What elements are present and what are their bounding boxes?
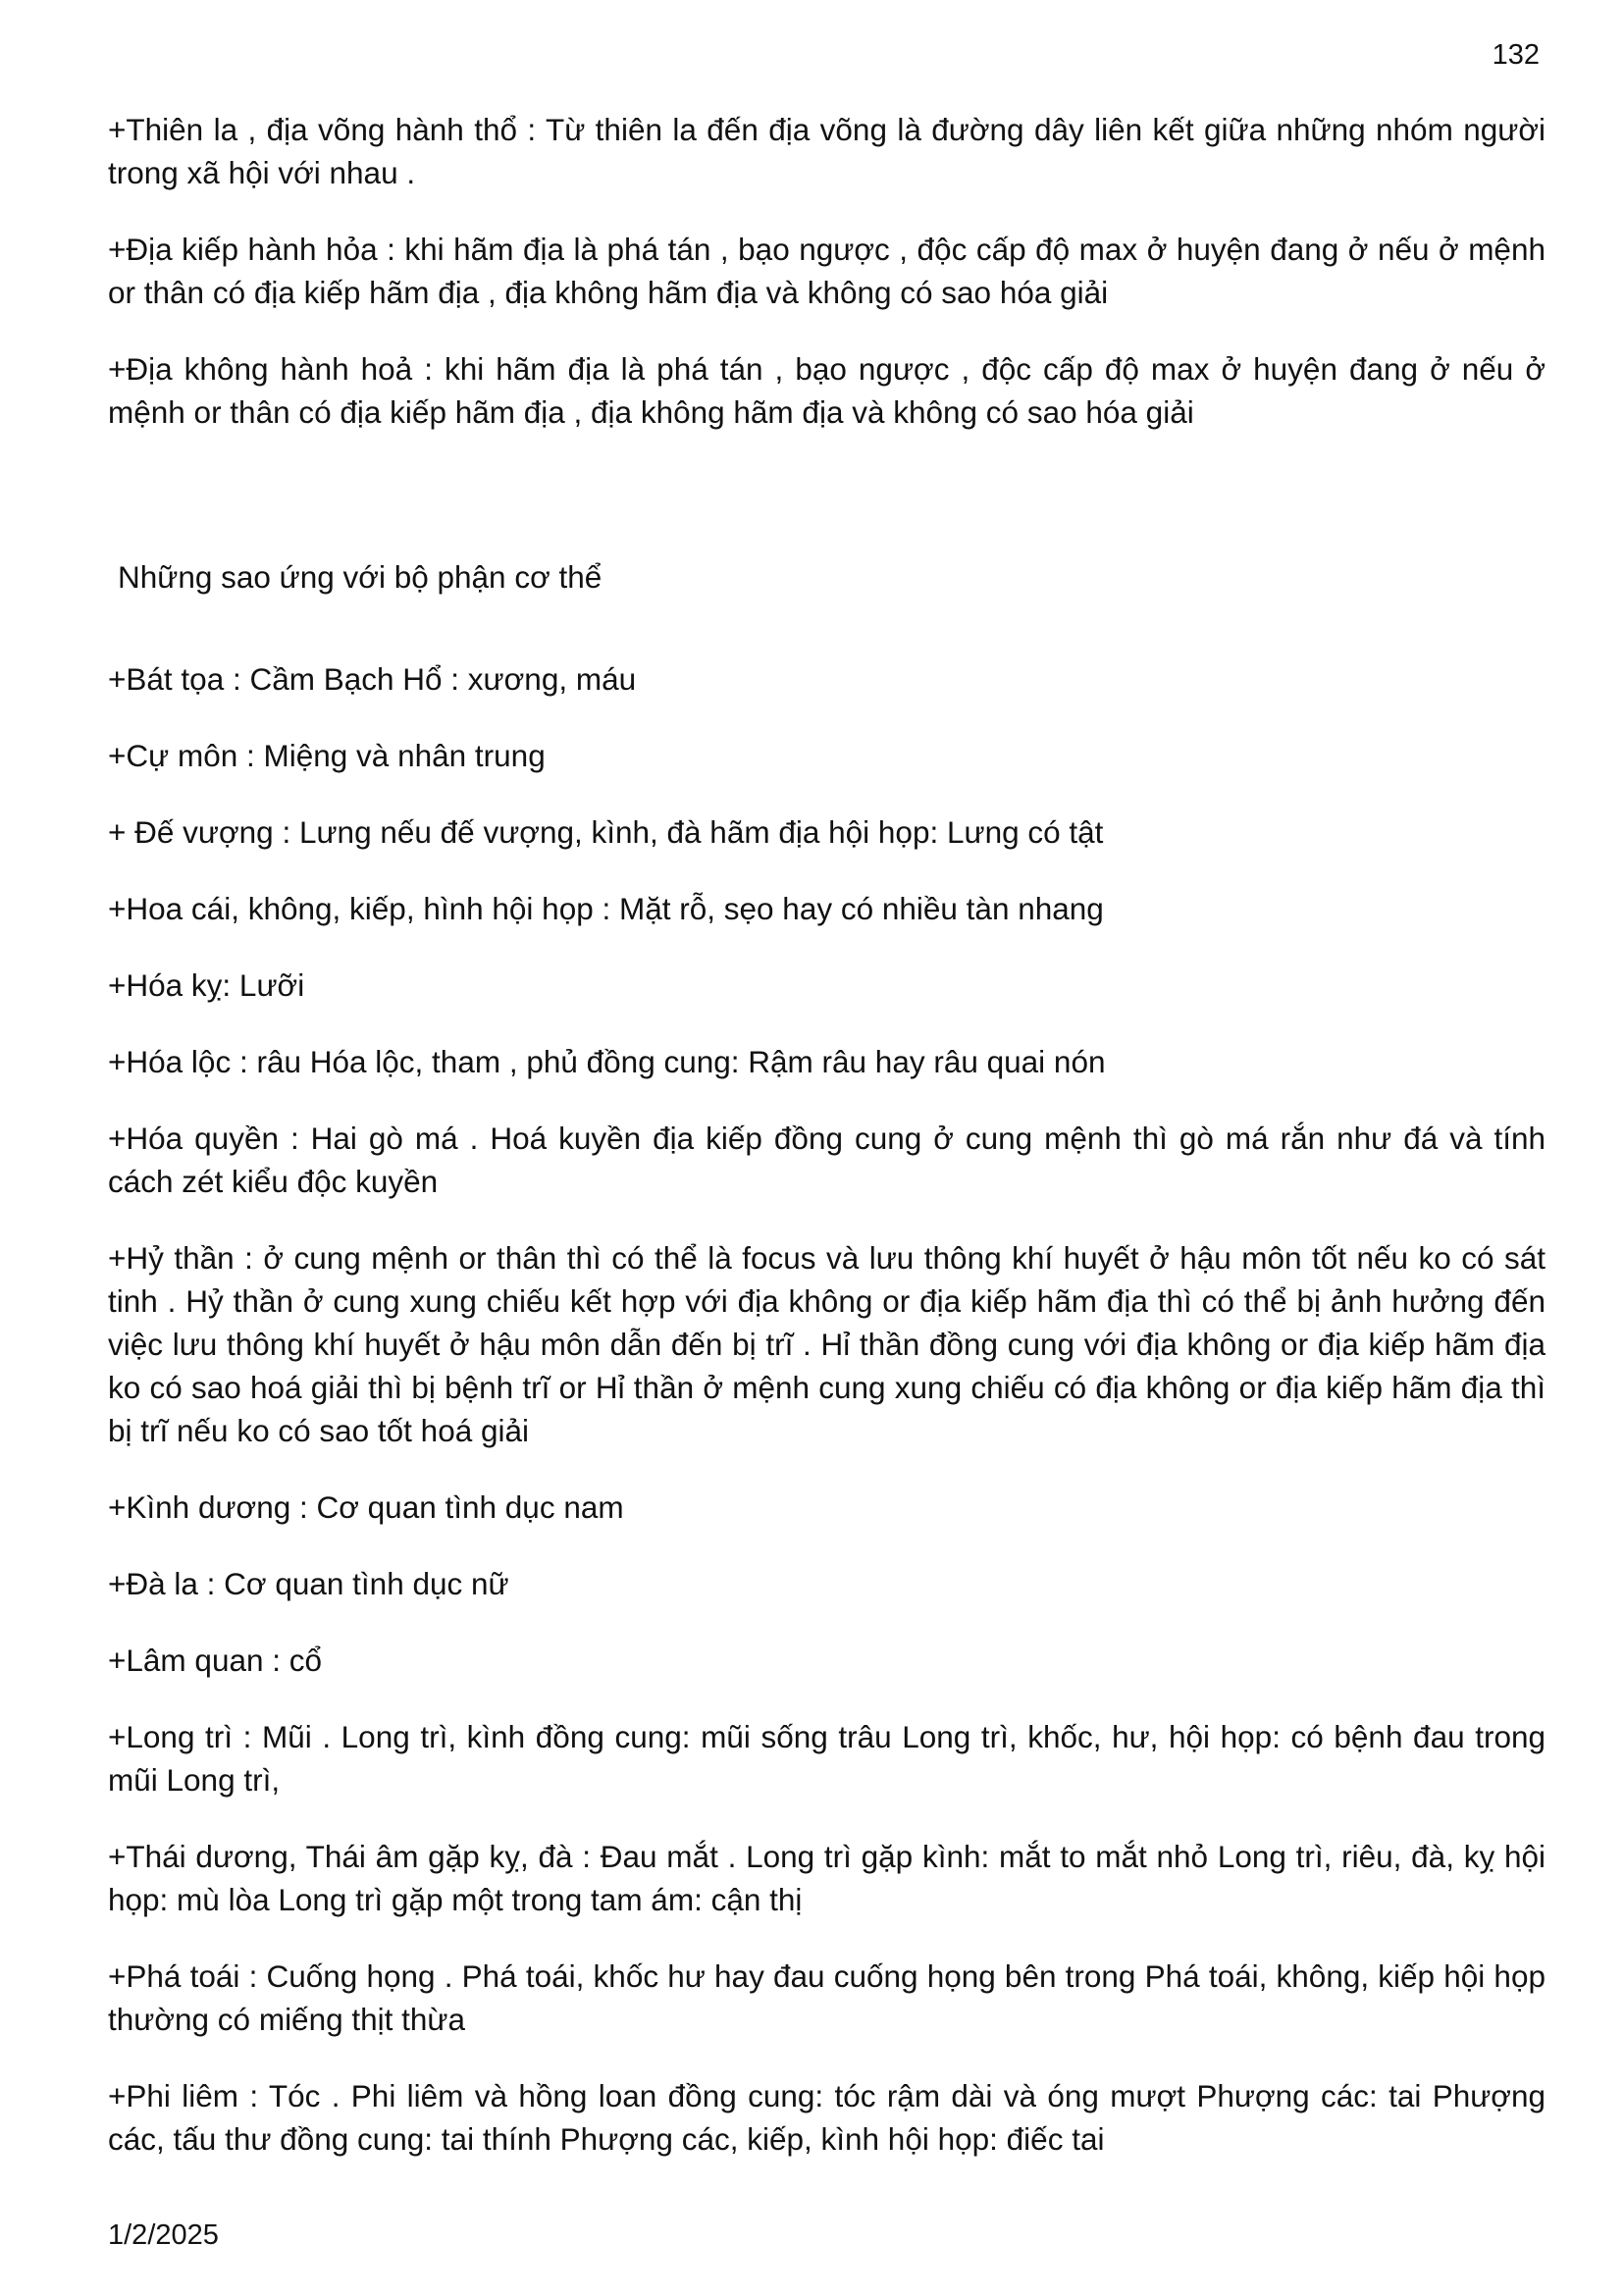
paragraph-pha-toai: +Phá toái : Cuống họng . Phá toái, khốc hư hay đau cuống họng bên trong Phá toái, không, kiếp hội họp thường có miếng thịt thừa [108,1958,1545,2037]
paragraph-hoa-ky: +Hóa kỵ: Lưỡi [108,967,305,1003]
paragraph-kinh-duong: +Kình dương : Cơ quan tình dục nam [108,1489,624,1525]
paragraph-lam-quan: +Lâm quan : cổ [108,1643,323,1678]
paragraph-de-vuong: + Đế vượng : Lưng nếu đế vượng, kình, đà hãm địa hội họp: Lưng có tật [108,814,1104,850]
paragraph-da-la: +Đà la : Cơ quan tình dục nữ [108,1566,509,1601]
paragraph-hy-than: +Hỷ thần : ở cung mệnh or thân thì có thể là focus và lưu thông khí huyết ở hậu môn tốt nếu ko có sát tinh . Hỷ thần ở cung xung chiếu kết hợp với địa không or địa kiếp hãm địa thì có thể bị ảnh hưởng đến việc lưu thông khí huyết ở hậu môn dẫn đến bị trĩ . Hỉ thần đồng cung với địa không or địa kiếp hãm địa ko có sao hoá giải thì bị bệnh trĩ or Hỉ thần ở mệnh cung xung chiếu có địa không or địa kiếp hãm địa thì bị trĩ nếu ko có sao tốt hoá giải [108,1240,1545,1448]
paragraph-dia-kiep: +Địa kiếp hành hỏa : khi hãm địa là phá tán , bạo ngược , độc cấp độ max ở huyện đang ở nếu ở mệnh or thân có địa kiếp hãm địa , địa không hãm địa và không có sao hóa giải [108,232,1545,310]
paragraph-cu-mon: +Cự môn : Miệng và nhân trung [108,738,546,773]
paragraph-phi-liem: +Phi liêm : Tóc . Phi liêm và hồng loan đồng cung: tóc rậm dài và óng mượt Phượng các: tai Phượng các, tấu thư đồng cung: tai thính Phượng các, kiếp, kình hội họp: điếc tai [108,2078,1545,2157]
paragraph-thai-duong: +Thái dương, Thái âm gặp kỵ, đà : Đau mắt . Long trì gặp kình: mắt to mắt nhỏ Long trì, riêu, đà, kỵ hội họp: mù lòa Long trì gặp một trong tam ám: cận thị [108,1839,1545,1917]
spacer [108,599,1545,657]
page-number: 132 [1492,39,1540,71]
paragraph-long-tri: +Long trì : Mũi . Long trì, kình đồng cung: mũi sống trâu Long trì, khốc, hư, hội họp: có bệnh đau trong mũi Long trì, [108,1719,1545,1798]
paragraph-dia-khong: +Địa không hành hoả : khi hãm địa là phá tán , bạo ngược , độc cấp độ max ở huyện đang ở nếu ở mệnh or thân có địa kiếp hãm địa , địa không hãm địa và không có sao hóa giải [108,351,1545,430]
paragraph-hoa-quyen: +Hóa quyền : Hai gò má . Hoá kuyền địa kiếp đồng cung ở cung mệnh thì gò má rắn như đá và tính cách zét kiểu độc kuyền [108,1121,1545,1199]
paragraph-hoa-cai: +Hoa cái, không, kiếp, hình hội họp : Mặt rỗ, sẹo hay có nhiều tàn nhang [108,891,1104,926]
footer-date: 1/2/2025 [108,2219,219,2251]
section-title: Những sao ứng với bộ phận cơ thể [118,559,602,595]
paragraph-thien-la: +Thiên la , địa võng hành thổ : Từ thiên la đến địa võng là đường dây liên kết giữa những nhóm người trong xã hội với nhau . [108,112,1545,190]
paragraph-hoa-loc: +Hóa lộc : râu Hóa lộc, tham , phủ đồng cung: Rậm râu hay râu quai nón [108,1044,1106,1079]
document-body [108,108,1545,2194]
spacer [108,467,1545,555]
paragraph-bat-toa: +Bát tọa : Cầm Bạch Hổ : xương, máu [108,661,637,697]
